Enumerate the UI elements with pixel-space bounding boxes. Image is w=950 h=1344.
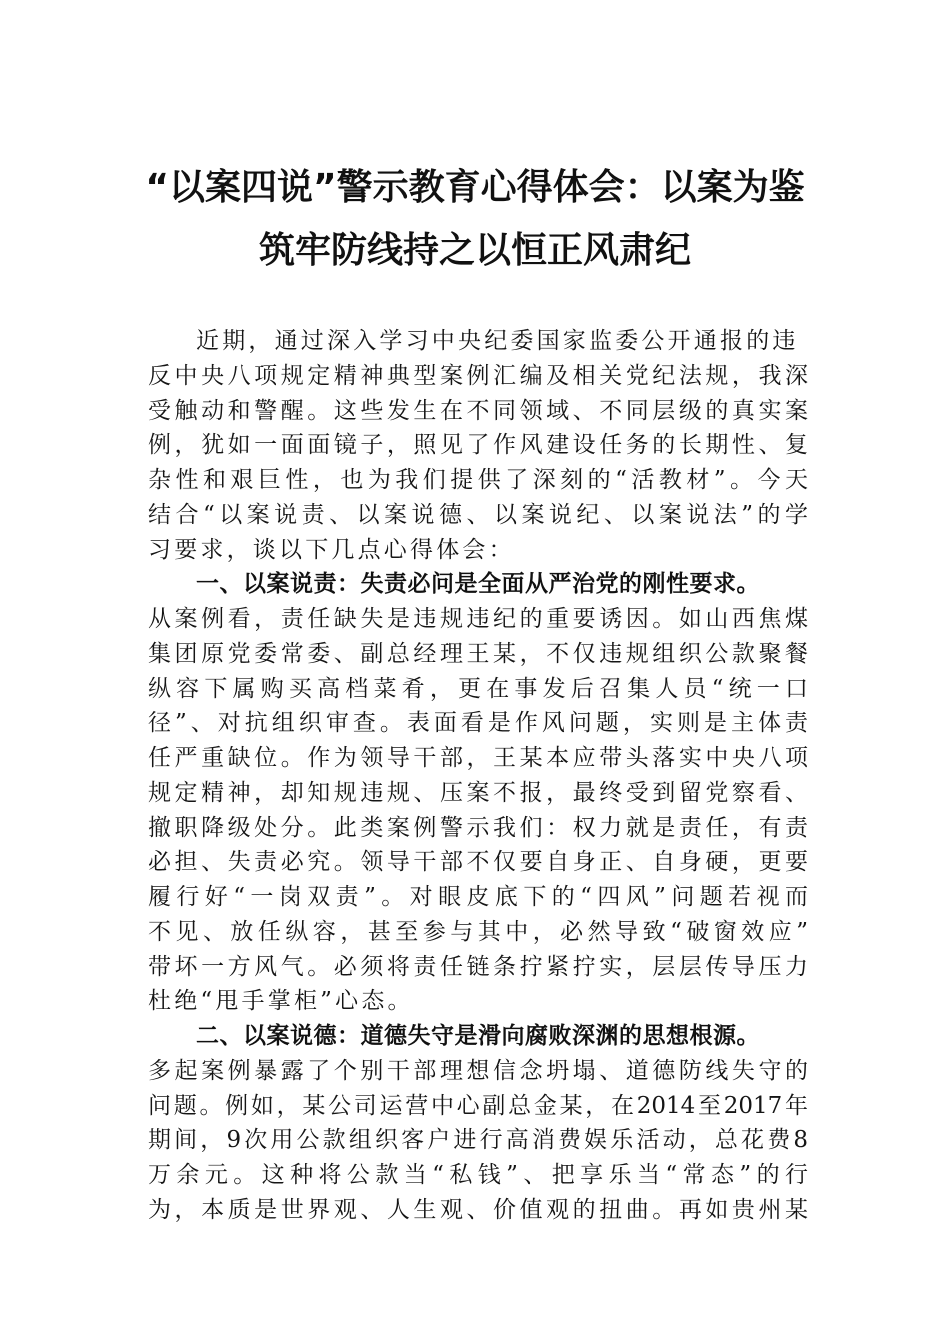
body-line: 习要求，谈以下几点心得体会： <box>148 536 515 563</box>
document-title-line-1: “以案四说”警示教育心得体会：以案为鉴 <box>145 167 805 208</box>
document-body <box>148 324 808 1228</box>
body-line: 反中央八项规定精神典型案例汇编及相关党纪法规，我深 <box>148 362 808 389</box>
body-line: 为，本质是世界观、人生观、价值观的扭曲。再如贵州某 <box>148 1196 808 1223</box>
body-line: 纵容下属购买高档菜肴，更在事发后召集人员“统一口 <box>148 675 808 702</box>
body-line: 万余元。这种将公款当“私钱”、把享乐当“常态”的行 <box>148 1162 808 1188</box>
body-line: 期间，9次用公款组织客户进行高消费娱乐活动，总花费8 <box>148 1127 808 1154</box>
body-line: 任严重缺位。作为领导干部，王某本应带头落实中央八项 <box>148 745 808 771</box>
body-line: 不见、放任纵容，甚至参与其中，必然导致“破窗效应” <box>148 918 808 945</box>
document-title-line-2: 筑牢防线持之以恒正风肃纪 <box>258 230 691 271</box>
body-line: 例，犹如一面面镜子，照见了作风建设任务的长期性、复 <box>148 432 808 459</box>
body-line: 带坏一方风气。必须将责任链条拧紧拧实，层层传导压力 <box>148 953 808 980</box>
section-heading: 一、以案说责：失责必问是全面从严治党的刚性要求。 <box>196 571 760 598</box>
body-line: 杂性和艰巨性，也为我们提供了深刻的“活教材”。今天 <box>148 467 808 493</box>
body-line: 集团原党委常委、副总经理王某，不仅违规组织公款聚餐 <box>148 640 808 667</box>
body-line: 从案例看，责任缺失是违规违纪的重要诱因。如山西焦煤 <box>148 606 808 632</box>
body-line: 履行好“一岗双责”。对眼皮底下的“四风”问题若视而 <box>148 884 808 910</box>
body-line: 必担、失责必究。领导干部不仅要自身正、自身硬，更要 <box>148 849 808 876</box>
body-line: 多起案例暴露了个别干部理想信念坍塌、道德防线失守的 <box>148 1057 808 1084</box>
body-line: 杜绝“甩手掌柜”心态。 <box>148 988 414 1015</box>
section-heading: 二、以案说德：道德失守是滑向腐败深渊的思想根源。 <box>196 1023 760 1049</box>
body-line: 撤职降级处分。此类案例警示我们：权力就是责任，有责 <box>148 814 808 841</box>
body-line: 规定精神，却知规违规、压案不报，最终受到留党察看、 <box>148 779 808 806</box>
body-line: 受触动和警醒。这些发生在不同领域、不同层级的真实案 <box>148 397 808 424</box>
body-line: 问题。例如，某公司运营中心副总金某，在2014至2017年 <box>148 1092 808 1119</box>
body-line: 径”、对抗组织审查。表面看是作风问题，实则是主体责 <box>148 710 808 737</box>
body-line: 结合“以案说责、以案说德、以案说纪、以案说法”的学 <box>148 501 808 528</box>
body-line: 近期，通过深入学习中央纪委国家监委公开通报的违 <box>196 328 799 354</box>
